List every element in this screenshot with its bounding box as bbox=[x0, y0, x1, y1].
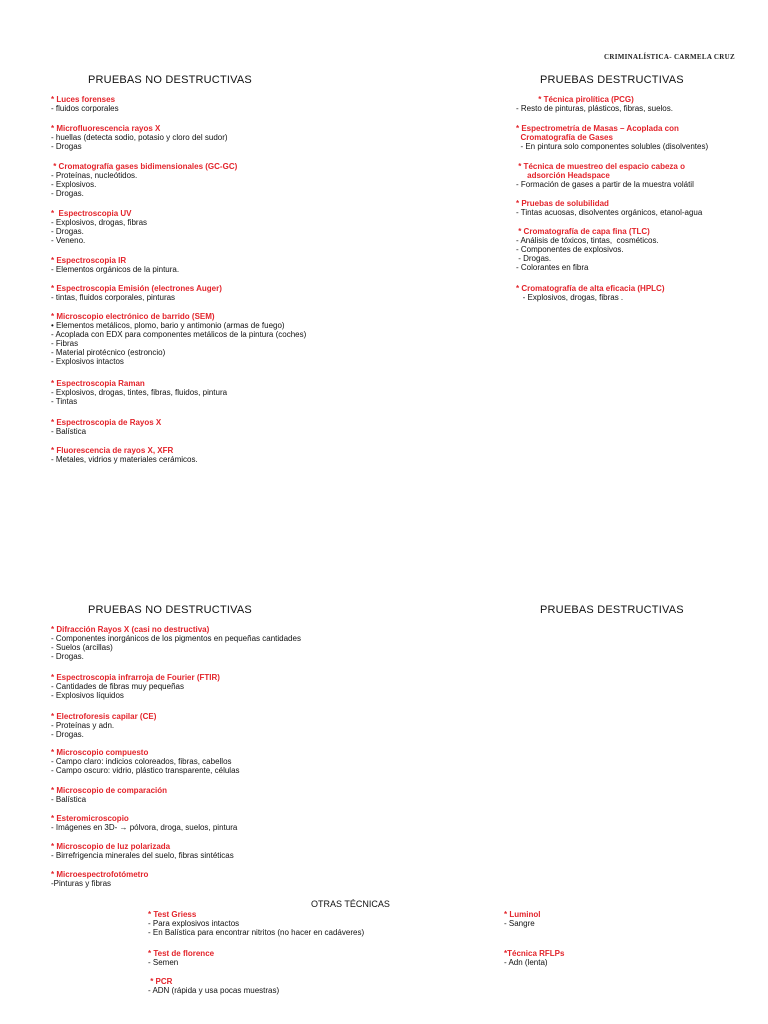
technique-use: - Veneno. bbox=[51, 236, 86, 245]
technique-use: - Formación de gases a partir de la muestra volátil bbox=[516, 180, 694, 189]
technique-title: * Luminol bbox=[504, 910, 541, 919]
technique-use: - Explosivos, drogas, fibras . bbox=[516, 293, 624, 302]
technique-use: - Elementos orgánicos de la pintura. bbox=[51, 265, 180, 274]
otras-tecnicas-title: OTRAS TÉCNICAS bbox=[311, 899, 390, 909]
technique-title: * Microscopio de luz polarizada bbox=[51, 842, 171, 851]
technique-use: - En Balística para encontrar nitritos (no hacer en cadáveres) bbox=[148, 928, 365, 937]
technique-use: - Explosivos. bbox=[51, 180, 97, 189]
technique-use: - Birrefrigencia minerales del suelo, fibras sintéticas bbox=[51, 851, 234, 860]
technique-use: - Drogas. bbox=[51, 227, 84, 236]
technique-use: - Explosivos intactos bbox=[51, 357, 124, 366]
technique-use: - Metales, vidrios y materiales cerámicos. bbox=[51, 455, 198, 464]
technique-title: * Pruebas de solubilidad bbox=[516, 199, 609, 208]
technique-title: * Técnica pirolítica (PCG) bbox=[516, 95, 634, 104]
technique-item bbox=[51, 625, 301, 661]
technique-use: - Semen bbox=[148, 958, 179, 967]
technique-item bbox=[51, 842, 234, 860]
technique-use: - Componentes inorgánicos de los pigmentos en pequeñas cantidades bbox=[51, 634, 301, 643]
technique-use: - Explosivos líquidos bbox=[51, 691, 124, 700]
technique-use: - Adn (lenta) bbox=[504, 958, 548, 967]
technique-title: * Fluorescencia de rayos X, XFR bbox=[51, 446, 174, 455]
technique-item bbox=[516, 95, 673, 113]
technique-use: - Explosivos, drogas, tintes, fibras, fluidos, pintura bbox=[51, 388, 228, 397]
technique-title: * Test Griess bbox=[148, 910, 197, 919]
technique-item bbox=[51, 124, 228, 151]
technique-title: * Espectroscopia de Rayos X bbox=[51, 418, 162, 427]
technique-use: - Suelos (arcillas) bbox=[51, 643, 113, 652]
technique-item bbox=[51, 446, 198, 464]
technique-item bbox=[51, 209, 147, 245]
technique-use: - Tintas acuosas, disolventes orgánicos, etanol-agua bbox=[516, 208, 703, 217]
technique-title: * Electroforesis capilar (CE) bbox=[51, 712, 157, 721]
technique-title: * Técnica de muestreo del espacio cabeza o adsorción Headspace bbox=[518, 162, 685, 180]
technique-item bbox=[516, 284, 664, 302]
technique-title: * PCR bbox=[148, 977, 173, 986]
technique-item bbox=[504, 910, 540, 928]
technique-item bbox=[51, 379, 227, 406]
technique-item bbox=[148, 910, 364, 937]
technique-item bbox=[516, 162, 694, 189]
technique-title: * Luces forenses bbox=[51, 95, 116, 104]
technique-title: * Espectrometría de Masas – Acoplada con Cromatografía de Gases bbox=[516, 124, 679, 142]
technique-item bbox=[51, 418, 161, 436]
technique-title: * Test de florence bbox=[148, 949, 215, 958]
technique-item bbox=[51, 870, 148, 888]
technique-use: - Campo oscuro: vidrio, plástico transparente, células bbox=[51, 766, 240, 775]
technique-item bbox=[51, 712, 156, 739]
technique-use: - Material pirotécnico (estroncio) bbox=[51, 348, 166, 357]
technique-item bbox=[51, 284, 222, 302]
technique-use: - Sangre bbox=[504, 919, 535, 928]
technique-item bbox=[51, 312, 306, 366]
technique-use: - Imágenes en 3D- → pólvora, droga, suelos, pintura bbox=[51, 823, 238, 832]
technique-use: - huellas (detecta sodio, potasio y cloro del sudor) bbox=[51, 133, 228, 142]
technique-title: * Esteromicroscopio bbox=[51, 814, 129, 823]
header-note: CRIMINALÍSTICA- CARMELA CRUZ bbox=[604, 53, 735, 61]
technique-use: - Componentes de explosivos. bbox=[516, 245, 624, 254]
technique-title: * Cromatografía de capa fina (TLC) bbox=[516, 227, 650, 236]
page1-left-title: PRUEBAS NO DESTRUCTIVAS bbox=[88, 74, 252, 86]
technique-title: * Microscopio electrónico de barrido (SEM) bbox=[51, 312, 215, 321]
technique-item bbox=[148, 949, 214, 967]
technique-use: - tintas, fluidos corporales, pinturas bbox=[51, 293, 176, 302]
technique-item bbox=[516, 199, 702, 217]
technique-use: - Fibras bbox=[51, 339, 79, 348]
technique-use: - ADN (rápida y usa pocas muestras) bbox=[148, 986, 280, 995]
technique-title: * Espectroscopia Emisión (electrones Auger) bbox=[51, 284, 222, 293]
technique-title: * Microscopio de comparación bbox=[51, 786, 168, 795]
technique-title: * Espectroscopia Raman bbox=[51, 379, 145, 388]
technique-title: * Difracción Rayos X (casi no destructiva) bbox=[51, 625, 210, 634]
technique-use: - Drogas. bbox=[516, 254, 552, 263]
technique-use: - Para explosivos intactos bbox=[148, 919, 240, 928]
technique-use: - Análisis de tóxicos, tintas, cosméticos. bbox=[516, 236, 659, 245]
technique-use: • Elementos metálicos, plomo, bario y antimonio (armas de fuego) bbox=[51, 321, 285, 330]
technique-title: * Cromatografía gases bidimensionales (GC-GC) bbox=[51, 162, 238, 171]
technique-title: * Microfluorescencia rayos X bbox=[51, 124, 161, 133]
technique-use: - Tintas bbox=[51, 397, 78, 406]
technique-item bbox=[51, 673, 220, 700]
technique-use: - En pintura solo componentes solubles (disolventes) bbox=[516, 142, 709, 151]
technique-title: * Espectroscopia IR bbox=[51, 256, 127, 265]
technique-item bbox=[51, 748, 240, 775]
technique-use: - fluidos corporales bbox=[51, 104, 119, 113]
technique-title: * Microespectrofotómetro bbox=[51, 870, 149, 879]
technique-use: - Proteínas y adn. bbox=[51, 721, 115, 730]
technique-use: - Drogas. bbox=[51, 730, 84, 739]
technique-item bbox=[148, 977, 279, 995]
technique-item bbox=[51, 256, 179, 274]
technique-use: - Campo claro: indicios coloreados, fibras, cabellos bbox=[51, 757, 232, 766]
technique-title: * Espectroscopia UV bbox=[51, 209, 132, 218]
technique-use: - Balística bbox=[51, 427, 87, 436]
technique-item bbox=[51, 814, 237, 832]
technique-item bbox=[516, 124, 708, 151]
technique-title: *Técnica RFLPs bbox=[504, 949, 565, 958]
technique-title: * Espectroscopia infrarroja de Fourier (FTIR) bbox=[51, 673, 220, 682]
technique-item bbox=[51, 95, 119, 113]
technique-use: -Pinturas y fibras bbox=[51, 879, 112, 888]
technique-use: - Colorantes en fibra bbox=[516, 263, 589, 272]
technique-title: * Microscopio compuesto bbox=[51, 748, 149, 757]
technique-use: - Drogas. bbox=[51, 652, 84, 661]
technique-use: - Proteínas, nucleótidos. bbox=[51, 171, 138, 180]
technique-use: - Balística bbox=[51, 795, 87, 804]
technique-item bbox=[516, 227, 659, 272]
page1-right-title: PRUEBAS DESTRUCTIVAS bbox=[540, 74, 684, 86]
technique-use: - Drogas. bbox=[51, 189, 84, 198]
technique-use: - Drogas bbox=[51, 142, 82, 151]
page2-right-title: PRUEBAS DESTRUCTIVAS bbox=[540, 604, 684, 616]
page2-left-title: PRUEBAS NO DESTRUCTIVAS bbox=[88, 604, 252, 616]
technique-title: * Cromatografía de alta eficacia (HPLC) bbox=[516, 284, 665, 293]
technique-use: - Resto de pinturas, plásticos, fibras, suelos. bbox=[516, 104, 673, 113]
technique-use: - Acoplada con EDX para componentes metálicos de la pintura (coches) bbox=[51, 330, 307, 339]
technique-item bbox=[51, 162, 237, 198]
technique-use: - Cantidades de fibras muy pequeñas bbox=[51, 682, 184, 691]
technique-item bbox=[51, 786, 167, 804]
technique-use: - Explosivos, drogas, fibras bbox=[51, 218, 148, 227]
technique-item bbox=[504, 949, 564, 967]
